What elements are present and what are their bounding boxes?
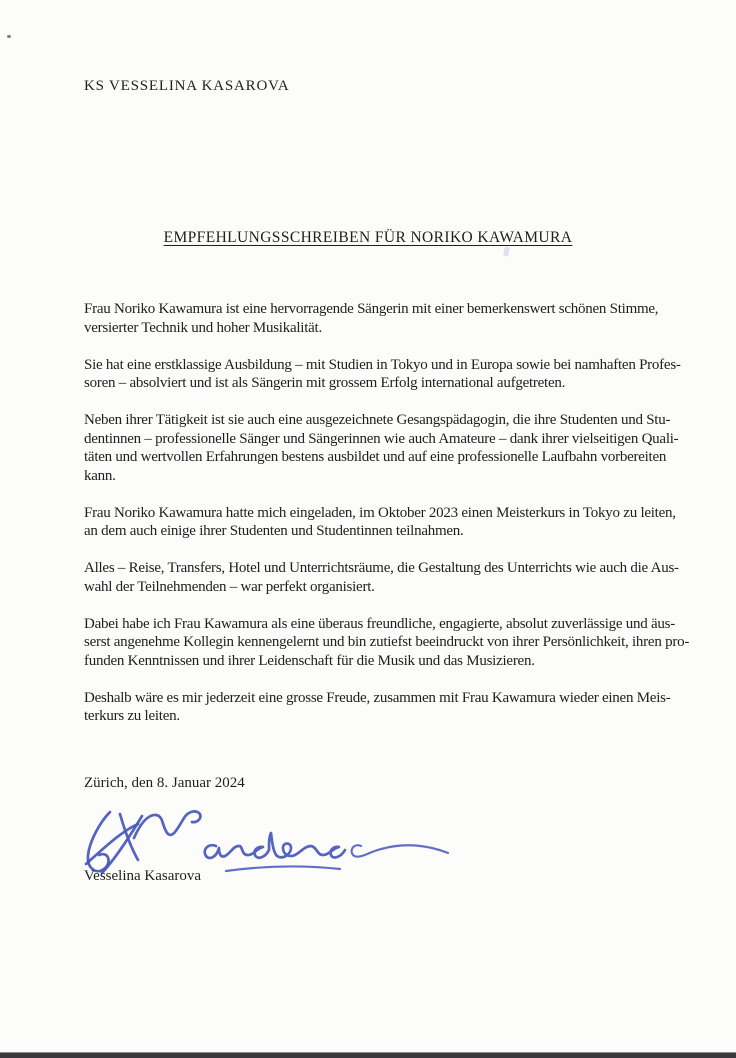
- text-line: terkurs zu leiten.: [84, 708, 180, 724]
- text-line: Frau Noriko Kawamura ist eine hervorragende Sängerin mit einer bemerkenswert schönen Stimme,: [84, 301, 659, 317]
- place-date-line: Zürich, den 8. Januar 2024: [84, 775, 245, 791]
- paragraph: [84, 300, 696, 337]
- letter-body: [84, 300, 696, 726]
- text-line: Alles – Reise, Transfers, Hotel und Unterrichtsräume, die Gestaltung des Unterrichts wie auch die Aus-: [84, 560, 679, 576]
- paragraph: [84, 689, 696, 726]
- scan-edge-bar: [0, 1052, 736, 1058]
- scan-speck: [7, 35, 11, 38]
- letter-title: EMPFEHLUNGSSCHREIBEN FÜR NORIKO KAWAMURA: [163, 229, 573, 246]
- text-line: an dem auch einige ihrer Studenten und Studentinnen teilnahmen.: [84, 523, 464, 539]
- text-line: wahl der Teilnehmenden – war perfekt organisiert.: [84, 578, 375, 595]
- text-line: kann.: [84, 467, 116, 484]
- text-line: täten und wertvollen Erfahrungen bestens ausbildet und auf eine professionelle Laufbahn vorbereiten: [84, 449, 667, 465]
- text-line: Sie hat eine erstklassige Ausbildung – mit Studien in Tokyo und in Europa sowie bei namhaften Profes-: [84, 356, 681, 373]
- text-line: versierter Technik und hoher Musikalität.: [84, 319, 322, 336]
- paragraph: [84, 559, 696, 596]
- signer-name: Vesselina Kasarova: [84, 868, 202, 884]
- text-line: Deshalb wäre es mir jederzeit eine grosse Freude, zusammen mit Frau Kawamura wieder einen Meis-: [84, 689, 671, 706]
- text-line: Dabei habe ich Frau Kawamura als eine überaus freundliche, engagierte, absolut zuverlässige und äus-: [84, 615, 676, 632]
- paragraph: [84, 615, 696, 671]
- text-line: funden Kenntnissen und ihrer Leidenschaft für die Musik und das Musizieren.: [84, 652, 535, 669]
- scan-artifact: [503, 247, 510, 257]
- text-line: Neben ihrer Tätigkeit ist sie auch eine ausgezeichnete Gesangspädagogin, die ihre Studenten und Stu-: [84, 412, 671, 428]
- paragraph: [84, 356, 696, 393]
- paragraph: [84, 504, 696, 541]
- text-line: soren – absolviert und ist als Sängerin mit grossem Erfolg international aufgetreten.: [84, 375, 566, 391]
- text-line: serst angenehme Kollegin kennengelernt und bin zutiefst beeindruckt von ihrer Persönlichkeit, ihren pro-: [84, 634, 690, 650]
- text-line: Frau Noriko Kawamura hatte mich eingeladen, im Oktober 2023 einen Meisterkurs in Tokyo zu leiten,: [84, 504, 676, 521]
- text-line: dentinnen – professionelle Sänger und Sängerinnen wie auch Amateure – dank ihrer vielseitigen Quali-: [84, 430, 679, 447]
- letterhead-name: KS VESSELINA KASAROVA: [84, 78, 290, 94]
- paragraph: [84, 411, 696, 485]
